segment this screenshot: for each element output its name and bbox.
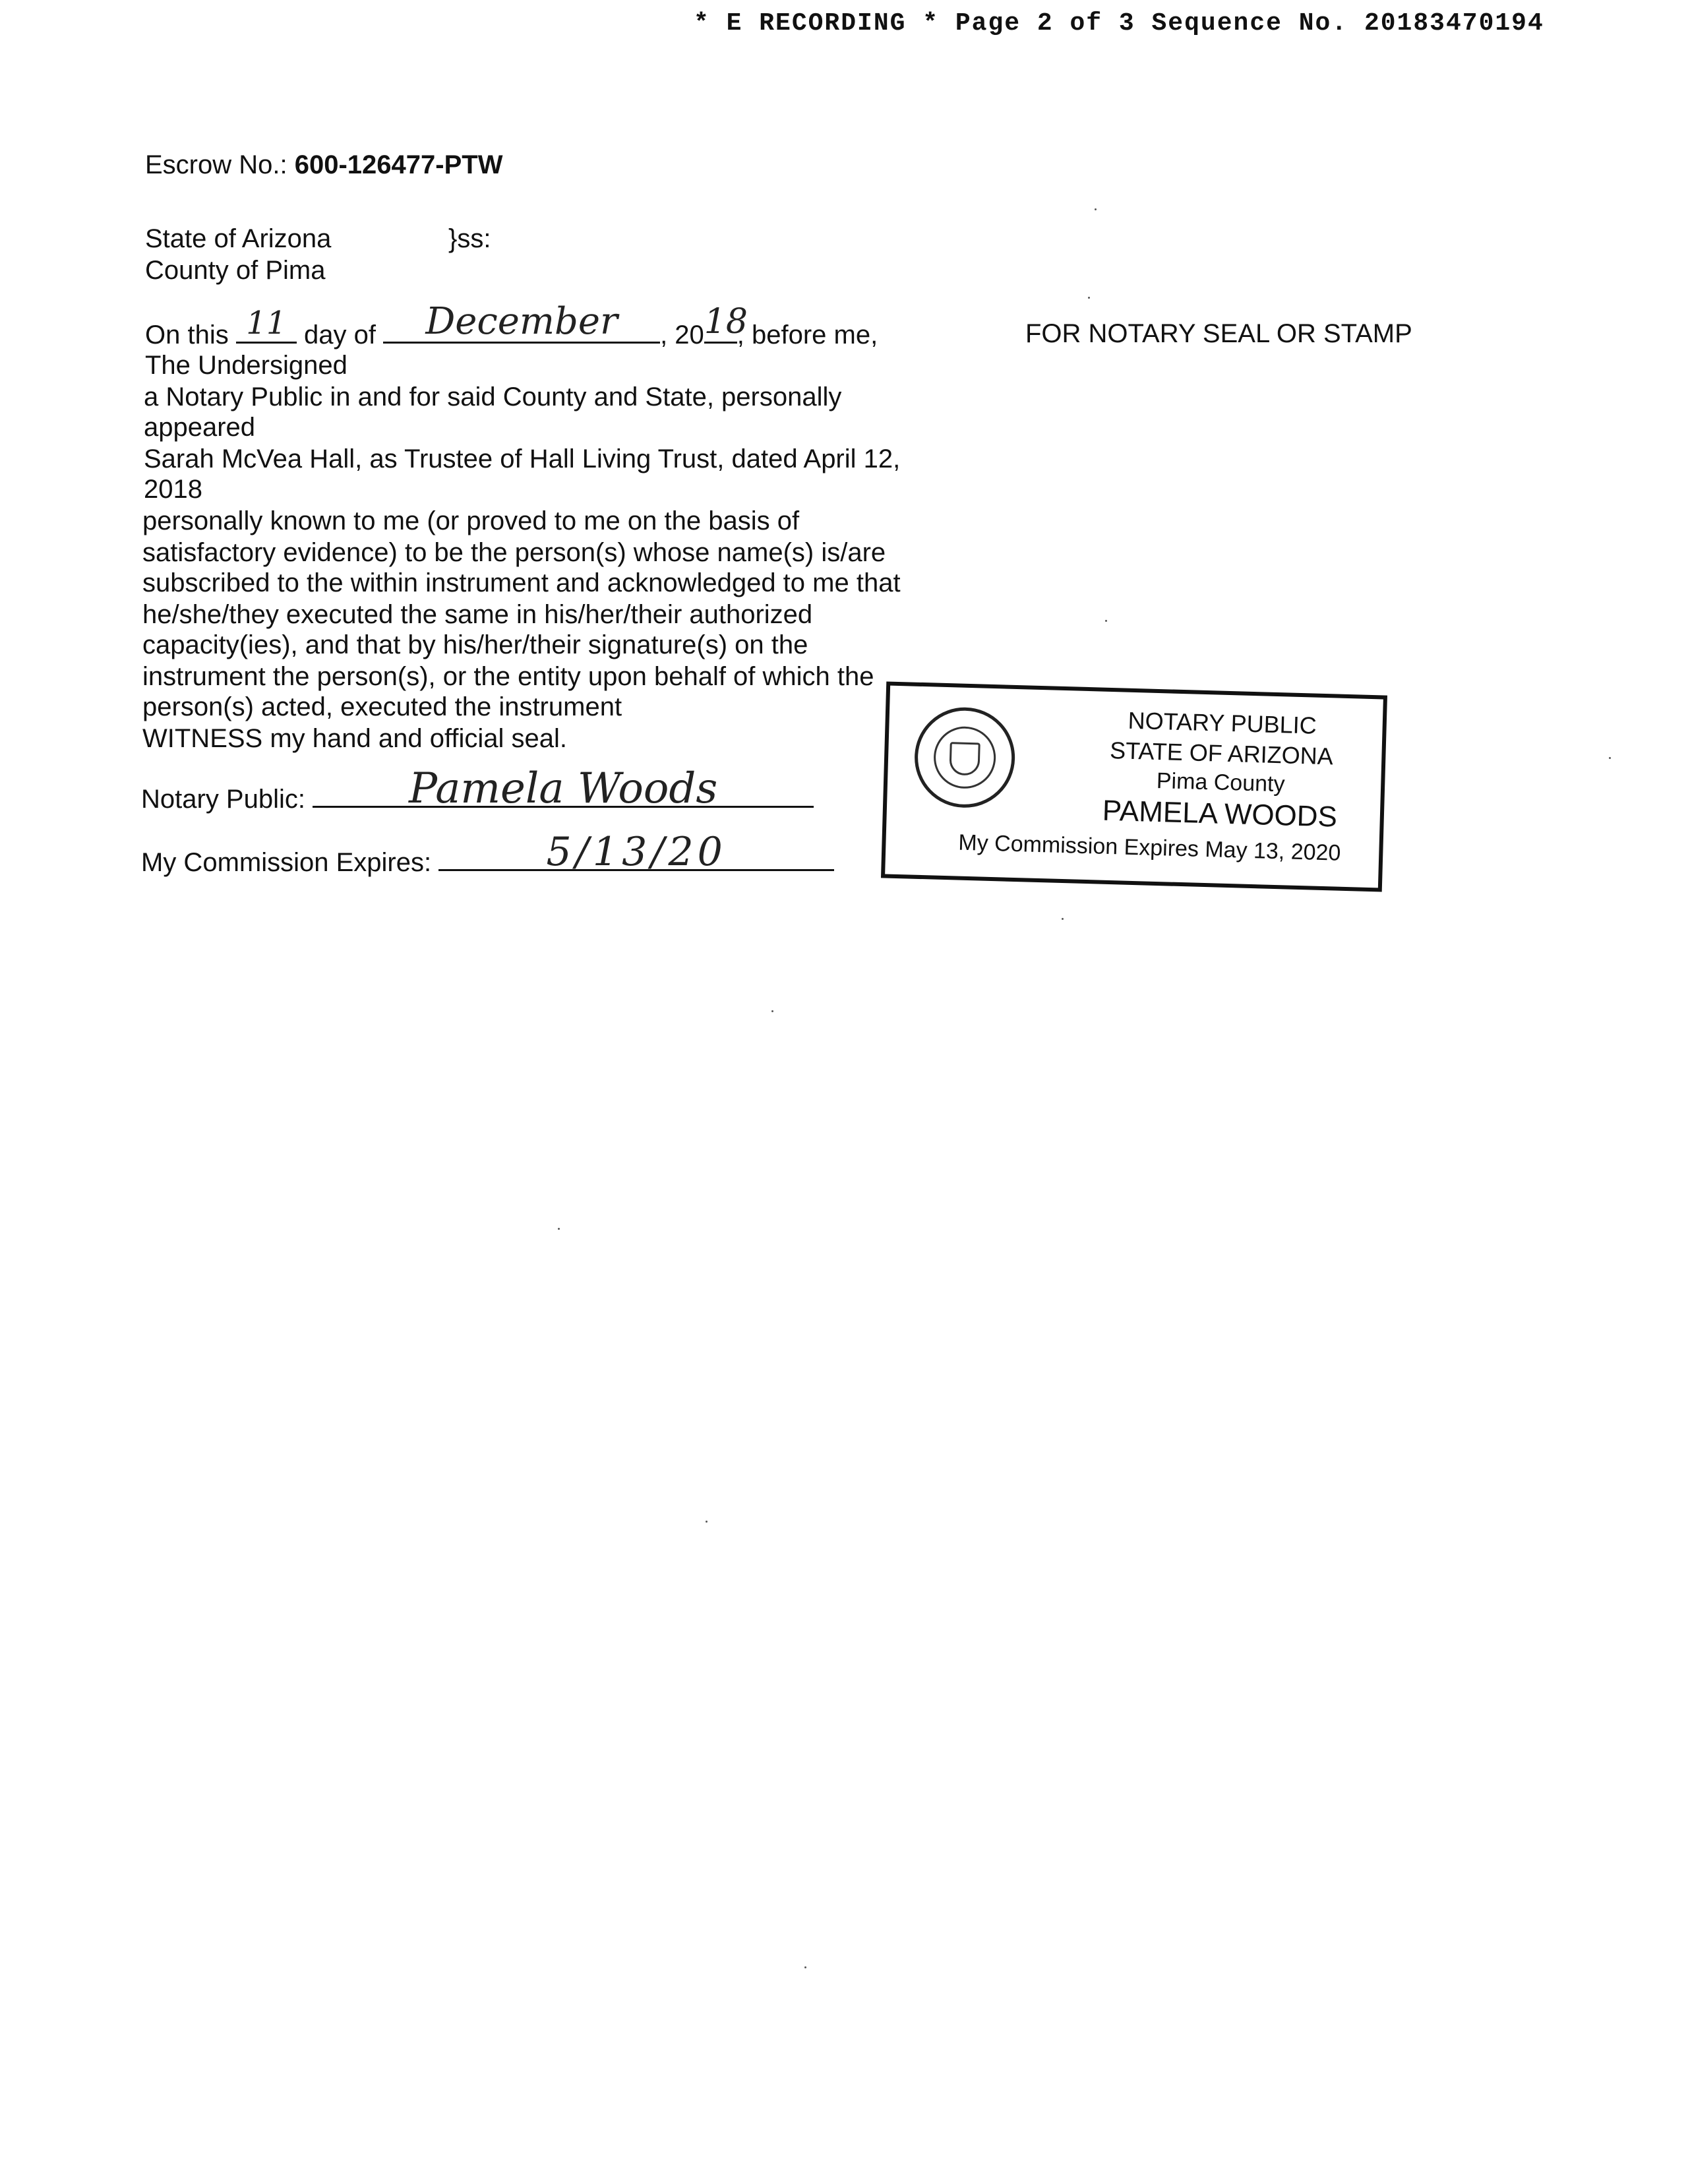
body-line-6: instrument the person(s), or the entity upon behalf of which the [142,662,874,691]
commission-value: 5/13/20 [546,829,727,875]
signer-line-1: Sarah McVea Hall, as Trustee of Hall Living Trust, dated April 12, [144,444,901,473]
venue-state: State of Arizona [145,224,332,253]
year-value: 18 [704,302,748,342]
year-blank [704,302,748,344]
month-blank [383,300,660,344]
notary-line-2: appeared [144,413,256,442]
scan-speck [1105,620,1107,622]
venue-ss: }ss: [448,224,491,253]
scan-speck [771,1010,773,1012]
day-value: 11 [246,305,287,342]
body-line-2: satisfactory evidence) to be the person(s) whose name(s) is/are [142,538,886,567]
day-blank [236,305,297,344]
stamp-line-2: STATE OF ARIZONA [1109,736,1334,770]
stamp-line-4: PAMELA WOODS [1102,794,1338,834]
scan-speck [1062,918,1064,920]
witness-line: WITNESS my hand and official seal. [142,724,567,753]
stamp-line-1: NOTARY PUBLIC [1128,706,1317,739]
commission-line [141,829,834,878]
escrow-number: 600-126477-PTW [294,150,503,179]
seal-label: FOR NOTARY SEAL OR STAMP [1025,319,1412,348]
day-of-text: day of [303,320,376,349]
body-line-5: capacity(ies), and that by his/her/their signature(s) on the [142,630,808,659]
notary-line-1: a Notary Public in and for said County and State, personally [144,382,842,411]
notary-label: Notary Public: [141,785,305,814]
venue-county: County of Pima [145,256,326,285]
notary-signature-line [141,764,814,815]
escrow-label: Escrow No.: [145,150,287,179]
undersigned-line: The Undersigned [145,351,347,380]
body-line-7: person(s) acted, executed the instrument [142,692,622,721]
escrow-line [145,149,502,181]
scan-speck [1088,297,1090,299]
signature-blank [313,764,814,813]
scan-speck [706,1521,708,1523]
signer-line-2: 2018 [144,475,202,504]
scan-speck [804,1966,806,1968]
body-line-3: subscribed to the within instrument and acknowledged to me that [142,568,901,597]
commission-label: My Commission Expires: [141,848,432,877]
recording-header: * E RECORDING * Page 2 of 3 Sequence No. 20183470194 [694,9,1544,38]
month-value: December [425,300,618,343]
year-prefix-text: , 20 [660,320,704,349]
commission-blank [438,829,834,875]
notary-signature: Pamela Woods [409,764,718,813]
arizona-state-seal [913,706,1016,809]
on-this-text: On this [145,320,229,349]
body-line-4: he/she/they executed the same in his/her/their authorized [142,600,813,629]
date-line [145,300,878,351]
scan-speck [1609,757,1611,759]
stamp-line-5: My Commission Expires May 13, 2020 [957,830,1341,866]
scan-speck [1095,208,1097,210]
body-line-1: personally known to me (or proved to me on the basis of [142,506,800,535]
stamp-line-3: Pima County [1156,768,1286,797]
notary-stamp [881,681,1387,892]
before-me-text: , before me, [737,320,878,349]
scan-speck [558,1228,560,1230]
